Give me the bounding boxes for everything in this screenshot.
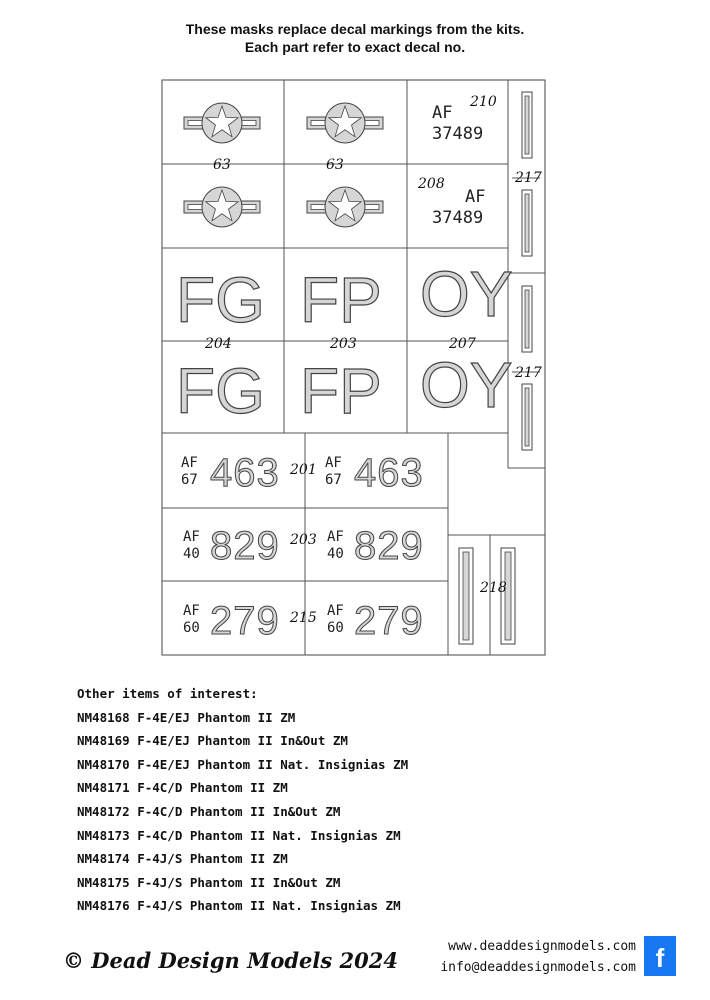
- insignia-icon: [184, 103, 260, 143]
- bottom-strip-left: [459, 548, 473, 644]
- tail-year: 67: [325, 472, 342, 488]
- tail-year: 67: [181, 472, 198, 488]
- insignia-icon: [307, 187, 383, 227]
- serial-prefix: AF: [465, 187, 486, 207]
- other-items-list: [77, 682, 677, 918]
- tail-code-OY: OY: [420, 258, 513, 330]
- list-item: NM48173 F-4C/D Phantom II Nat. Insignias ZM: [77, 827, 401, 843]
- strip-mask: [522, 384, 532, 450]
- tail-number-decal-label: 201: [290, 462, 317, 478]
- insignia-icon: [184, 187, 260, 227]
- list-item: NM48174 F-4J/S Phantom II ZM: [77, 851, 288, 867]
- header-line-1: These masks replace decal markings from the kits.: [185, 21, 525, 37]
- serial-prefix: AF: [432, 103, 453, 123]
- tail-code-FP: FP: [300, 355, 382, 427]
- tail-af: AF: [181, 455, 198, 471]
- strip-decal-label: 217: [515, 170, 542, 186]
- tail-number-decal-label: 203: [290, 532, 317, 548]
- website-link[interactable]: www.deaddesignmodels.com: [448, 939, 636, 954]
- strip-decal-label: 217: [515, 365, 542, 381]
- email-link[interactable]: info@deaddesignmodels.com: [440, 960, 636, 975]
- tail-number: 279: [354, 599, 424, 643]
- list-item: NM48168 F-4E/EJ Phantom II ZM: [77, 709, 296, 725]
- strip-mask: [522, 286, 532, 352]
- tail-code-decal-label: 203: [330, 336, 357, 352]
- serial-decal-label: 208: [418, 176, 445, 192]
- list-item: NM48176 F-4J/S Phantom II Nat. Insignias ZM: [77, 898, 401, 914]
- bottom-strip-decal-label: 218: [480, 580, 507, 596]
- tail-code-decal-label: 207: [449, 336, 476, 352]
- insignia-decal-label: 63: [326, 157, 344, 173]
- strip-mask: [522, 190, 532, 256]
- tail-code-FG: FG: [176, 355, 265, 427]
- list-item: NM48175 F-4J/S Phantom II In&Out ZM: [77, 874, 341, 890]
- tail-code-decal-label: 204: [205, 336, 232, 352]
- list-item: NM48172 F-4C/D Phantom II In&Out ZM: [77, 803, 341, 819]
- tail-number: 463: [210, 451, 280, 495]
- tail-year: 60: [327, 620, 344, 636]
- list-item: NM48169 F-4E/EJ Phantom II In&Out ZM: [77, 733, 348, 749]
- copyright: © Dead Design Models 2024: [63, 948, 398, 973]
- list-item: NM48171 F-4C/D Phantom II ZM: [77, 780, 288, 796]
- facebook-icon[interactable]: f: [644, 936, 676, 976]
- tail-af: AF: [183, 603, 200, 619]
- tail-number-decal-label: 215: [290, 610, 317, 626]
- header-line-2: Each part refer to exact decal no.: [244, 39, 466, 55]
- tail-number: 279: [210, 599, 280, 643]
- strip-mask: [522, 92, 532, 158]
- tail-year: 60: [183, 620, 200, 636]
- tail-code-FG: FG: [176, 264, 265, 336]
- tail-year: 40: [183, 546, 200, 562]
- serial-number: 37489: [432, 124, 484, 144]
- tail-code-OY: OY: [420, 349, 513, 421]
- serial-decal-label: 210: [470, 94, 497, 110]
- bottom-strip-right: [501, 548, 515, 644]
- tail-number: 463: [354, 451, 424, 495]
- tail-af: AF: [325, 455, 342, 471]
- contact-block: [440, 936, 636, 978]
- tail-number: 829: [210, 524, 280, 568]
- serial-number: 37489: [432, 208, 484, 228]
- tail-af: AF: [183, 529, 200, 545]
- other-items-heading: Other items of interest:: [77, 686, 258, 701]
- tail-af: AF: [327, 529, 344, 545]
- list-item: NM48170 F-4E/EJ Phantom II Nat. Insignias ZM: [77, 756, 409, 772]
- tail-af: AF: [327, 603, 344, 619]
- tail-number: 829: [354, 524, 424, 568]
- insignia-decal-label: 63: [213, 157, 231, 173]
- insignia-icon: [307, 103, 383, 143]
- tail-year: 40: [327, 546, 344, 562]
- tail-code-FP: FP: [300, 264, 382, 336]
